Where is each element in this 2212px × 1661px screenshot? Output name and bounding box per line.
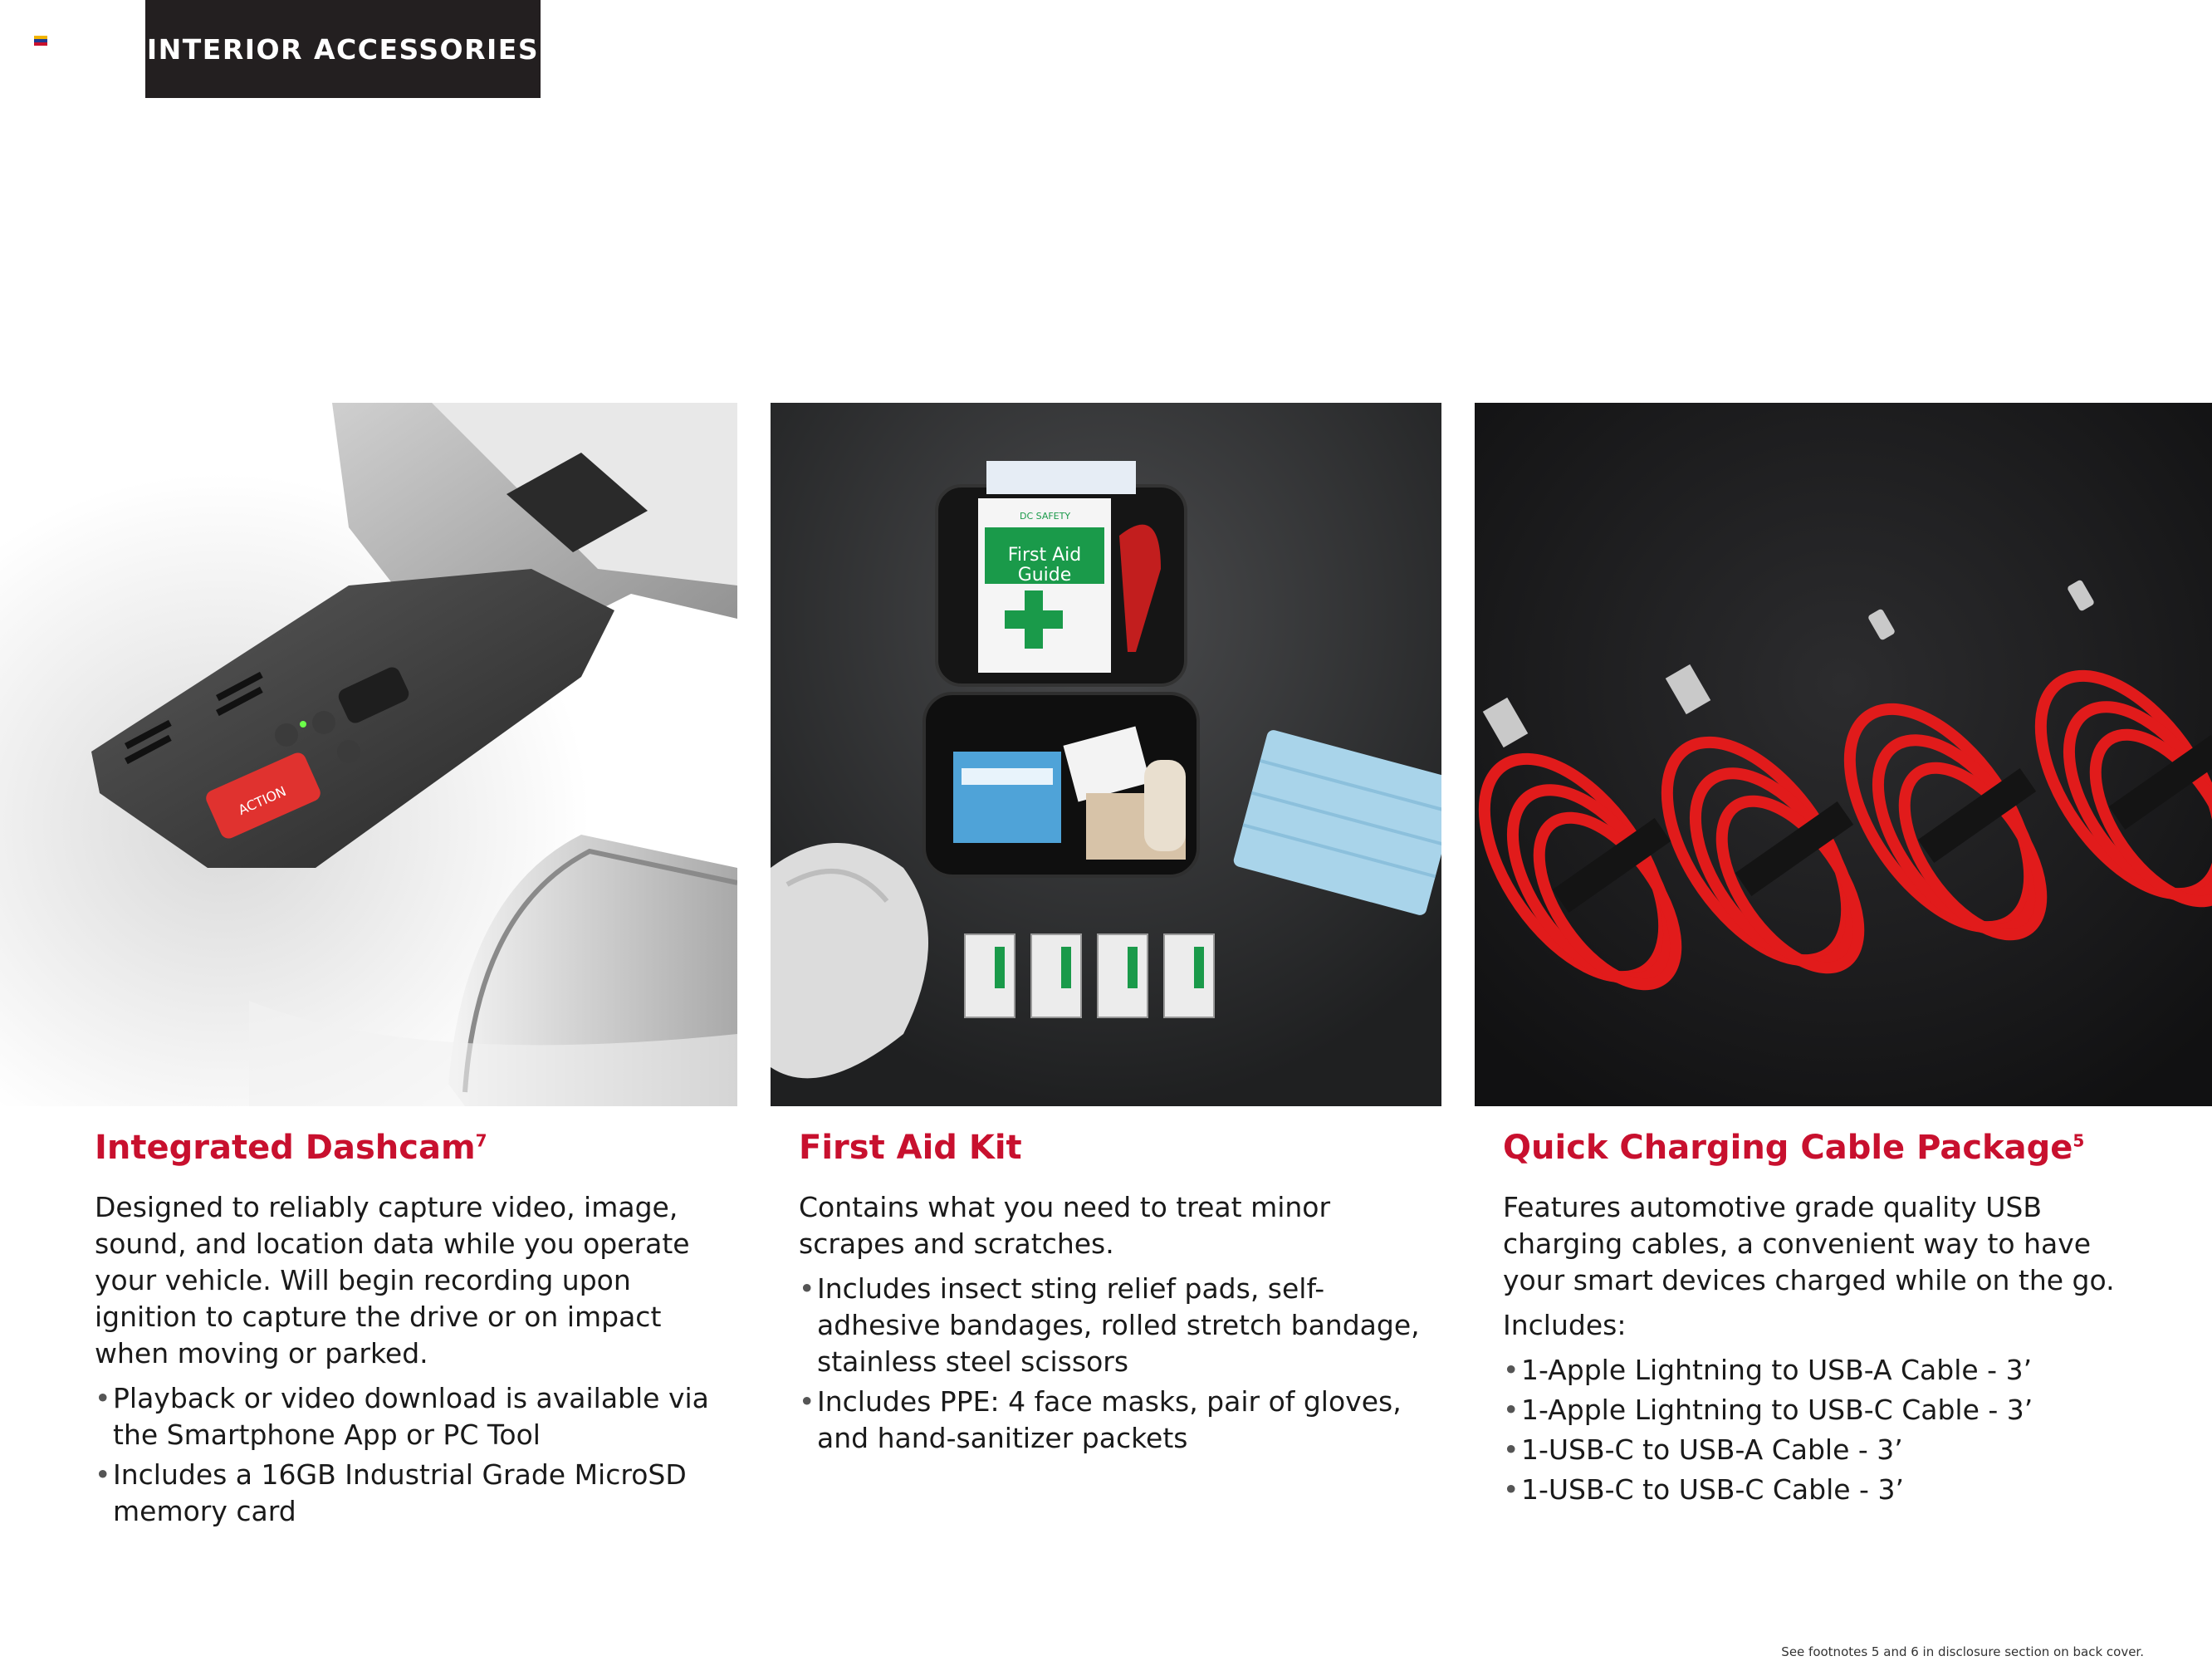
cables-illustration <box>1475 403 2212 1106</box>
footnote-ref: 7 <box>475 1130 487 1151</box>
list-item: • Includes PPE: 4 face masks, pair of gloves, and hand-sanitizer packets <box>799 1384 1430 1457</box>
first-aid-illustration <box>771 403 1441 1106</box>
product-title: First Aid Kit <box>799 1129 1022 1167</box>
product-description: Features automotive grade quality USB charging cables, a convenient way to have your smart devices charged while on the go. <box>1503 1191 2115 1296</box>
section-title: INTERIOR ACCESSORIES <box>146 32 540 66</box>
brand-label: DC SAFETY <box>1020 511 1071 522</box>
list-item: • Includes a 16GB Industrial Grade MicroSD memory card <box>95 1457 726 1530</box>
product-title: Quick Charging Cable Package$^5$ <box>1503 1129 2085 1167</box>
list-item: • 1-Apple Lightning to USB-C Cable - 3’ <box>1503 1392 2134 1428</box>
disclosure-footnote: See footnotes 5 and 6 in disclosure section on back cover. <box>1781 1644 2144 1659</box>
first-aid-kit-photo <box>771 403 1441 1106</box>
charging-cables-photo <box>1475 403 2212 1106</box>
product-description: Designed to reliably capture video, image, sound, and location data while you operate your vehicle. Will begin recording upon ignition to capture the drive or on impact when moving or parked. <box>95 1191 690 1369</box>
product-description: Contains what you need to treat minor scrapes and scratches. <box>799 1191 1331 1260</box>
section-header <box>145 0 541 98</box>
dashcam-photo <box>0 403 737 1106</box>
brand-color-mark <box>34 36 47 46</box>
list-item: • 1-USB-C to USB-A Cable - 3’ <box>1503 1432 2134 1468</box>
guide-title-line2: Guide <box>1017 565 1072 586</box>
footnote-ref: 5 <box>2073 1130 2085 1151</box>
product-title: Integrated Dashcam$^7$ <box>95 1129 487 1167</box>
feature-list <box>95 1380 726 1530</box>
product-first-aid-kit <box>799 1128 1430 1460</box>
list-item: • Includes insect sting relief pads, self-adhesive bandages, rolled stretch bandage, stainless steel scissors <box>799 1271 1430 1380</box>
product-charging-cables <box>1503 1128 2134 1512</box>
list-item: • 1-USB-C to USB-C Cable - 3’ <box>1503 1472 2134 1508</box>
guide-title-line1: First Aid <box>1007 545 1082 566</box>
cable-list <box>1503 1352 2134 1508</box>
dashcam-illustration <box>0 403 737 1106</box>
product-dashcam <box>95 1128 726 1533</box>
list-item: • Playback or video download is available via the Smartphone App or PC Tool <box>95 1380 726 1453</box>
action-button-label: ACTION <box>236 782 289 819</box>
feature-list <box>799 1271 1430 1457</box>
includes-label: Includes: <box>1503 1309 1627 1341</box>
list-item: • 1-Apple Lightning to USB-A Cable - 3’ <box>1503 1352 2134 1389</box>
